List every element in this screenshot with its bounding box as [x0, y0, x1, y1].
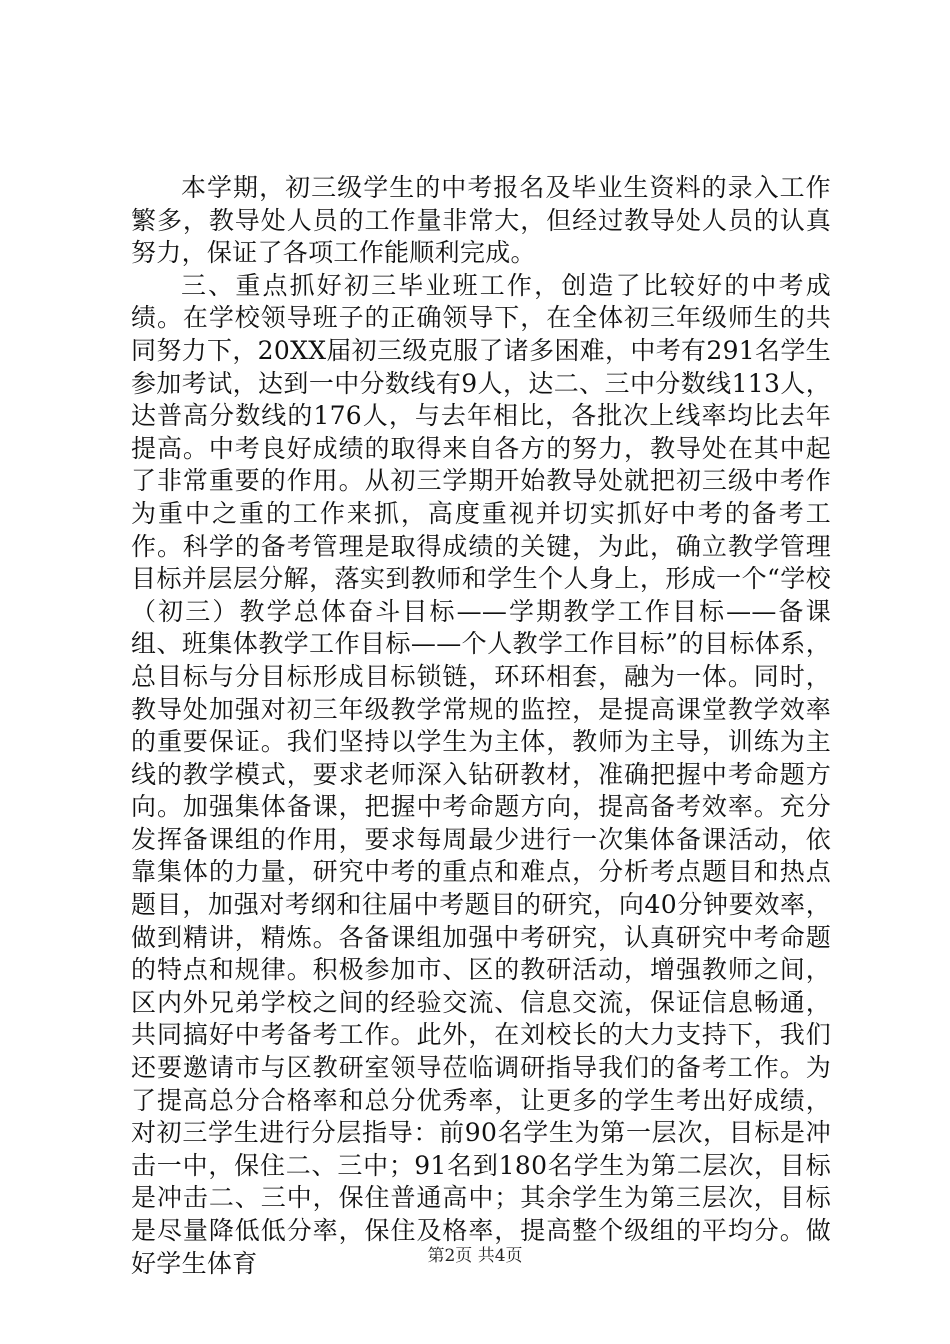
paragraph-2: 三、重点抓好初三毕业班工作，创造了比较好的中考成绩。在学校领导班子的正确领导下，在全体初三年级师生的共同努力下，20XX届初三级克服了诸多困难，中考有291名学生参加考试，达到一中分数线有9人，达二、三中分数线113人，达普高分数线的176人，与去年相比，各批次上线率均比去年提高。中考良好成绩的取得来自各方的努力，教导处在其中起了非常重要的作用。从初三学期开始教导处就把初三级中考作为重中之重的工作来抓，高度重视并切实抓好中考的备考工作。科学的备考管理是取得成绩的关键，为此，确立教学管理目标并层层分解，落实到教师和学生个人身上，形成一个“学校（初三）教学总体奋斗目标——学期教学工作目标——备课组、班集体教学工作目标——个人教学工作目标”的目标体系，总目标与分目标形成目标锁链，环环相套，融为一体。同时，教导处加强对初三年级教学常规的监控，是提高课堂教学效率的重要保证。我们坚持以学生为主体，教师为主导，训练为主线的教学模式，要求老师深入钻研教材，准确把握中考命题方向。加强集体备课，把握中考命题方向，提高备考效率。充分发挥备课组的作用，要求每周最少进行一次集体备课活动，依靠集体的力量，研究中考的重点和难点，分析考点题目和热点题目，加强对考纲和往届中考题目的研究，向40分钟要效率，做到精讲，精炼。各备课组加强中考研究，认真研究中考命题的特点和规律。积极参加市、区的教研活动，增强教师之间，区内外兄弟学校之间的经验交流、信息交流，保证信息畅通，共同搞好中考备考工作。此外，在刘校长的大力支持下，我们还要邀请市与区教研室领导莅临调研指导我们的备考工作。为了提高总分合格率和总分优秀率，让更多的学生考出好成绩，对初三学生进行分层指导：前90名学生为第一层次，目标是冲击一中，保住二、三中；91名到180名学生为第二层次，目标是冲击二、三中，保住普通高中；其余学生为第三层次，目标是尽量降低低分率，保住及格率，提高整个级组的平均分。做好学生体育	[131, 270, 831, 1278]
paragraph-1: 本学期，初三级学生的中考报名及毕业生资料的录入工作繁多，教导处人员的工作量非常大，但经过教导处人员的认真努力，保证了各项工作能顺利完成。	[131, 173, 831, 268]
document-body	[131, 172, 831, 1280]
page-footer: 第2页 共4页	[427, 1246, 523, 1266]
